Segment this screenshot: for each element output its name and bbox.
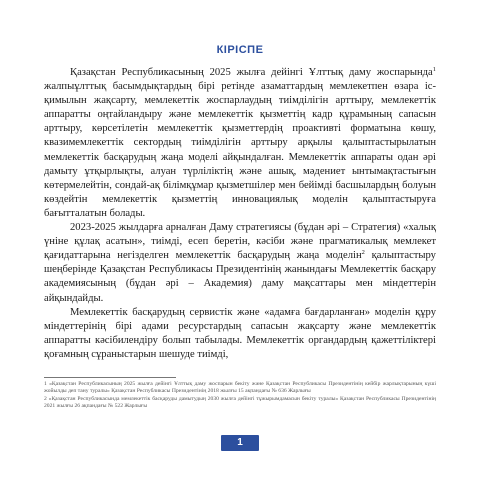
footnote-ref-1[interactable]: 1 [432, 66, 436, 73]
paragraph-3 [44, 306, 436, 362]
footnote-divider [44, 377, 176, 378]
paragraph-1-text-a: Қазақстан Республикасының 2025 жылға дейінгі Ұлттық даму жоспарында [70, 67, 433, 78]
paragraph-2 [44, 221, 436, 306]
paragraph-3-text: Мемлекеттік басқарудың сервистік және «адамға бағдарланған» моделін құру міндеттерінің бірі адами ресурстардың сапасын жақсарту және мемлекеттік аппаратты кәсібилендіру болып табылады. Мемлекеттік органдардың қажеттіліктері қоғамның сұраныстарын шешуде тиімді, [44, 306, 436, 360]
body-text [44, 66, 436, 362]
footnote-2: 2 «Қазақстан Республикасында мемлекеттік басқаруды дамытудың 2030 жылға дейінгі тұжырымдамасын бекіту туралы» Қазақстан Республикасы Президентінің 2021 жылғы 26 ақпандағы № 522 Жарлығы [44, 395, 436, 410]
footnote-ref-2[interactable]: 2 [361, 249, 365, 257]
paragraph-2-text-a: 2023-2025 жылдарға арналған Даму стратегиясы (бұдан әрі – Стратегия) «халық үніне құлақ асатын», тиімді, есеп беретін, кәсіби және прагматикалық мемлекет қағидаттарына негізделген мемлекеттік басқарудың жаңа моделін [44, 222, 436, 262]
page-number: 1 [221, 435, 259, 451]
paragraph-1 [44, 66, 436, 221]
footnotes [44, 381, 436, 411]
paragraph-2-text-b: қалыптастыру шеңберінде Қазақстан Республикасы Президентінің жанындағы Мемлекеттік басқару академиясының (бұдан әрі – Академия) даму мақсаттары мен міндеттерін айқындайды. [44, 250, 436, 304]
footnote-1: 1 «Қазақстан Республикасының 2025 жылға дейінгі Ұлттық даму жоспарын бекіту және Қазақстан Республикасы Президентінің кейбір жарлықтарының күші жойылды деп тану туралы» Қазақстан Республикасы Президентінің 2018 жылғы 15 ақпандағы № 636 Жарлығы [44, 381, 436, 395]
paragraph-1-text-b: жалпыұлттық басымдықтардың бірі ретінде азаматтардың мемлекетпен өзара іс-қимылын жақсарту, мемлекеттік жоспарлаудың тиімділігін арттыру, мемлекеттік аппаратты оңтайландыру және мемлекеттік қызметтің кадр құрамының сапасын арттыру, көрсетілетін мемлекеттік қызметтердің проактивті форматына көшу, квазимемлекеттік сектордың тиімділігін арттыру арқылы қалыптастырылатын мемлекеттік басқарудың жаңа моделі айқындалған. Мемлекеттік аппараты одан әрі дамыту ұтқырлықты, алуан түрліліктің және ашық, мәдениет ынтымақтастығын көтермелейтін, сондай-ақ білімқұмар қызметшілер мен бейімді басшылардың болуын көздейтін мемлекеттік қызметтің инновациялық моделін қалыптастыруға бағытталатын болады. [44, 81, 436, 219]
section-title: КІРІСПЕ [216, 44, 264, 56]
